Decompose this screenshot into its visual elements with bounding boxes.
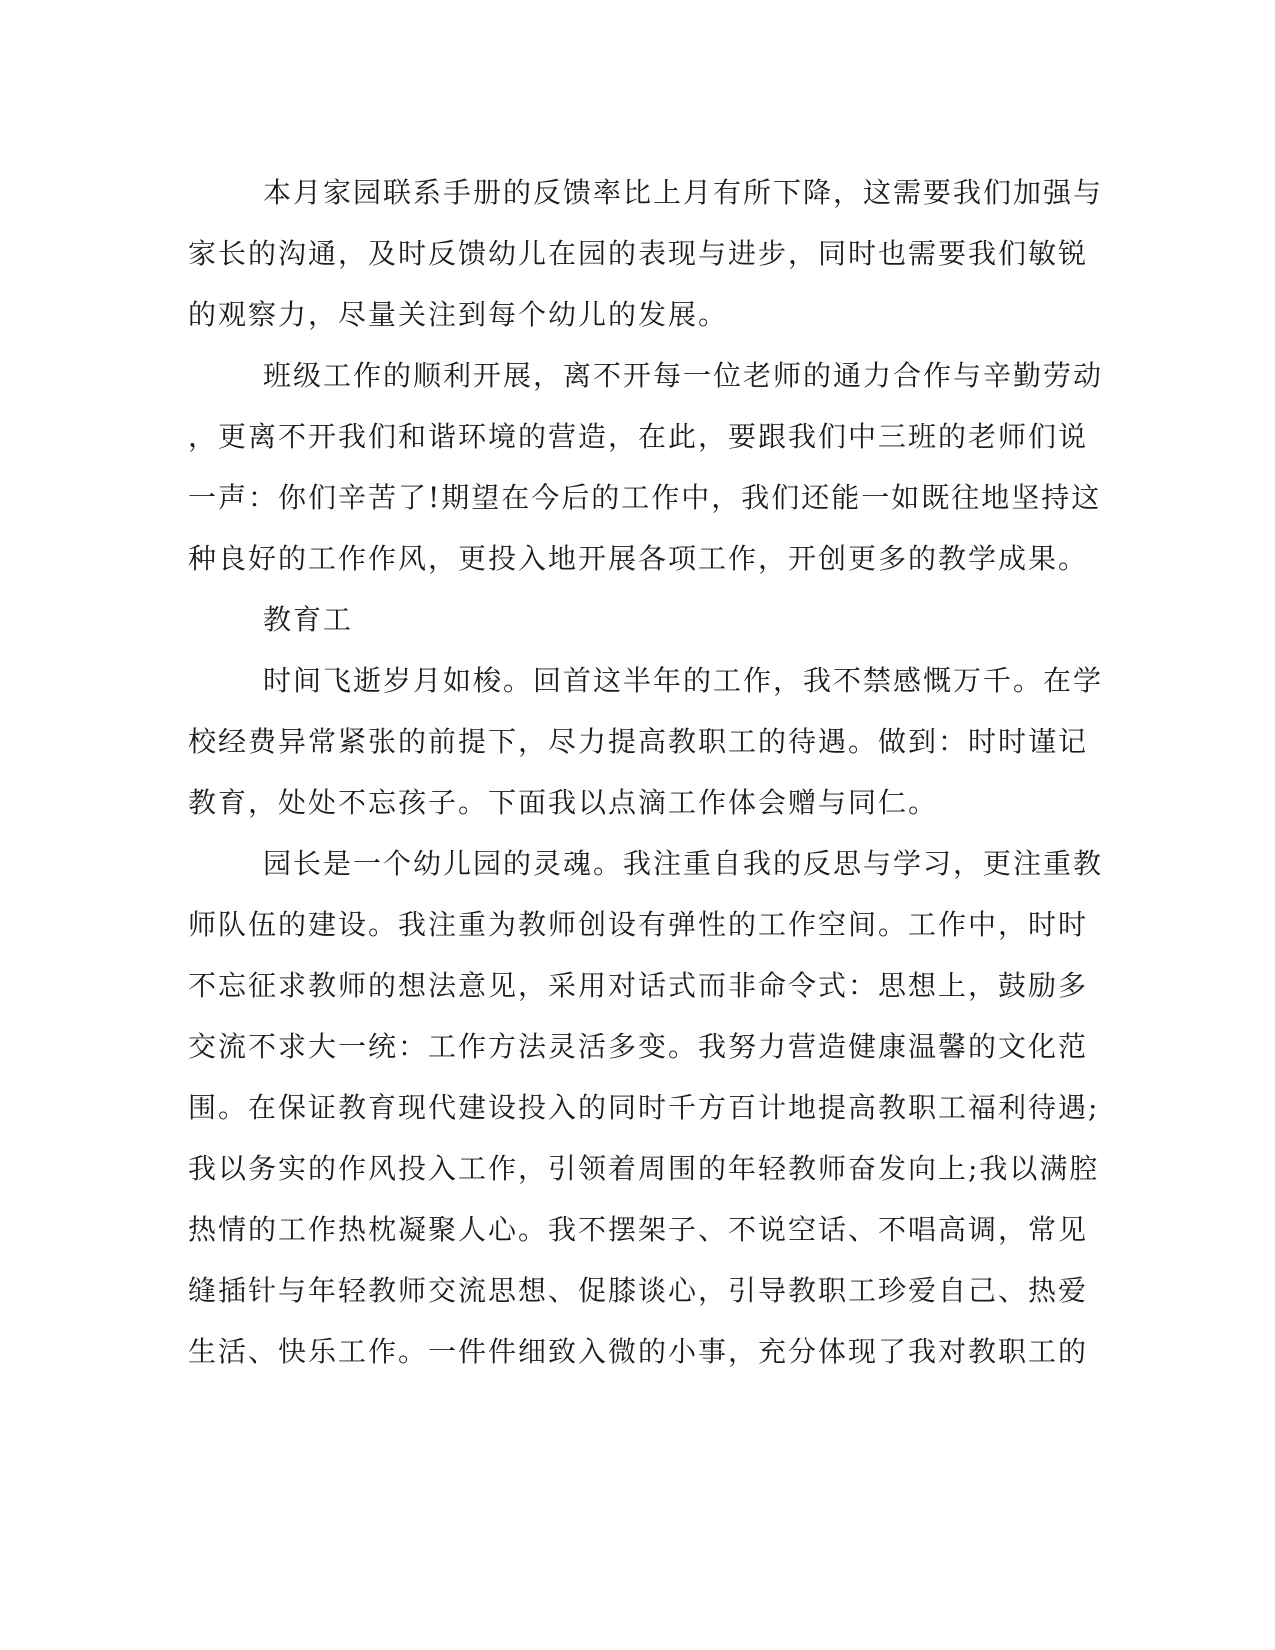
text-line: 时间飞逝岁月如梭。回首这半年的工作，我不禁感慨万千。在学 <box>263 664 1104 697</box>
text-line: 教育，处处不忘孩子。下面我以点滴工作体会赠与同仁。 <box>188 786 939 819</box>
text-line: 我以务实的作风投入工作，引领着周围的年轻教师奋发向上;我以满腔 <box>188 1152 1100 1185</box>
text-line: 园长是一个幼儿园的灵魂。我注重自我的反思与学习，更注重教 <box>263 847 1104 880</box>
text-line: 缝插针与年轻教师交流思想、促膝谈心，引导教职工珍爱自己、热爱 <box>188 1274 1089 1307</box>
section-heading: 教育工 <box>263 603 354 636</box>
text-line: 生活、快乐工作。一件件细致入微的小事，充分体现了我对教职工的 <box>188 1335 1089 1368</box>
text-line: 热情的工作热枕凝聚人心。我不摆架子、不说空话、不唱高调，常见 <box>188 1213 1089 1246</box>
text-line: ，更离不开我们和谐环境的营造，在此，要跟我们中三班的老师们说 <box>188 420 1089 453</box>
text-line: 师队伍的建设。我注重为教师创设有弹性的工作空间。工作中，时时 <box>188 908 1089 941</box>
document-body <box>188 162 1104 1382</box>
text-line: 班级工作的顺利开展，离不开每一位老师的通力合作与辛勤劳动 <box>263 359 1104 392</box>
text-line: 不忘征求教师的想法意见，采用对话式而非命令式：思想上，鼓励多 <box>188 969 1089 1002</box>
text-line: 校经费异常紧张的前提下，尽力提高教职工的待遇。做到：时时谨记 <box>188 725 1089 758</box>
text-line: 围。在保证教育现代建设投入的同时千方百计地提高教职工福利待遇; <box>188 1091 1100 1124</box>
text-line: 家长的沟通，及时反馈幼儿在园的表现与进步，同时也需要我们敏锐 <box>188 237 1089 270</box>
text-line: 本月家园联系手册的反馈率比上月有所下降，这需要我们加强与 <box>263 176 1104 209</box>
text-line: 的观察力，尽量关注到每个幼儿的发展。 <box>188 298 729 331</box>
text-line: 种良好的工作作风，更投入地开展各项工作，开创更多的教学成果。 <box>188 542 1089 575</box>
text-line: 交流不求大一统：工作方法灵活多变。我努力营造健康温馨的文化范 <box>188 1030 1089 1063</box>
text-line: 一声：你们辛苦了!期望在今后的工作中，我们还能一如既往地坚持这 <box>188 481 1102 514</box>
